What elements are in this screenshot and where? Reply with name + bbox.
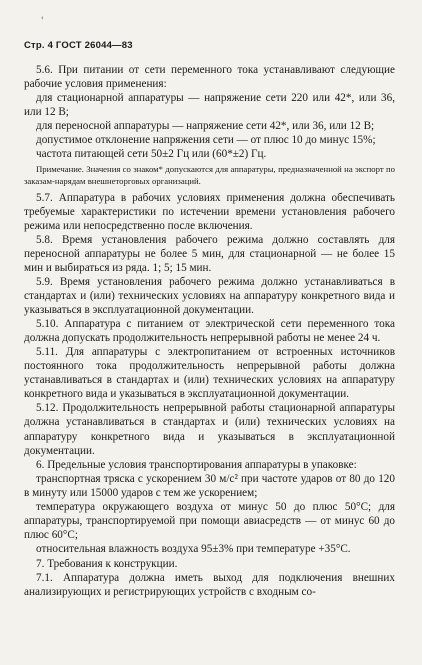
paragraph-5-8: 5.8. Время установления рабочего режима должно составлять для переносной аппаратуры не более 5 мин, для стационарной — не более 15 мин и выбираться из ряда. 1; 5; 15 мин. (24, 233, 395, 274)
paragraph-6: 6. Предельные условия транспортирования аппаратуры в упаковке: (36, 458, 357, 471)
document-body (24, 63, 395, 599)
paragraph-transport-shock: транспортная тряска с ускорением 30 м/с² при частоте ударов от 80 до 120 в минуту или 15000 ударов с тем же ускорением; (24, 472, 395, 499)
paragraph-5-12: 5.12. Продолжительность непрерывной работы стационарной аппаратуры должна устанавливаться в стандартах и (или) технических условиях на аппаратуру конкретного вида и указываться в эксплуатационной документации. (24, 402, 395, 457)
paragraph-5-10: 5.10. Аппаратура с питанием от электрической сети переменного тока должна допускать продолжительность непрерывной работы не менее 24 ч. (24, 318, 395, 345)
paragraph-5-6: 5.6. При питании от сети переменного тока устанавливают следующие рабочие условия применения: (24, 64, 395, 91)
paragraph-stationary-voltage: для стационарной аппаратуры — напряжение сети 220 или 42*, или 36, или 12 В; (24, 92, 395, 119)
note: Примечание. Значения со знаком* допускаются для аппаратуры, предназначенной на экспорт по заказам-нарядам внешнеторговых организаций. (24, 164, 395, 186)
paragraph-7-1: 7.1. Аппаратура должна иметь выход для подключения внешних анализирующих и регистрирующих устройств с входным со- (24, 572, 395, 599)
scan-mark: ‹ (41, 13, 44, 22)
paragraph-5-9: 5.9. Время установления рабочего режима должно устанавливаться в стандартах и (или) технических условиях на аппаратуру конкретного вида и указываться в эксплуатационной документации. (24, 276, 395, 317)
page-header: Стр. 4 ГОСТ 26044—83 (24, 40, 133, 51)
paragraph-transport-temperature: температура окружающего воздуха от минус 50 до плюс 50°С; для аппаратуры, транспортируемой при помощи авиасредств — от минус 60 до плюс 60°С; (24, 500, 395, 541)
section-7-heading: 7. Требования к конструкции. (36, 557, 178, 570)
paragraph-portable-voltage: для переносной аппаратуры — напряжение сети 42*, или 36, или 12 В; (36, 120, 375, 133)
paragraph-voltage-deviation: допустимое отклонение напряжения сети — от плюс 10 до минус 15%; (36, 134, 376, 147)
paragraph-5-7: 5.7. Аппаратура в рабочих условиях применения должна обеспечивать требуемые характеристики по истечении времени установления рабочего режима или непосредственно после включения. (24, 191, 395, 232)
paragraph-transport-humidity: относительная влажность воздуха 95±3% при температуре +35°С. (36, 542, 351, 555)
paragraph-frequency: частота питающей сети 50±2 Гц или (60*±2) Гц. (36, 148, 267, 161)
paragraph-5-11: 5.11. Для аппаратуры с электропитанием от встроенных источников постоянного тока продолжительность непрерывной работы должна устанавливаться в стандартах и (или) технических условиях на аппаратуру конкретного вида и указываться в эксплуатационной документации. (24, 346, 395, 401)
